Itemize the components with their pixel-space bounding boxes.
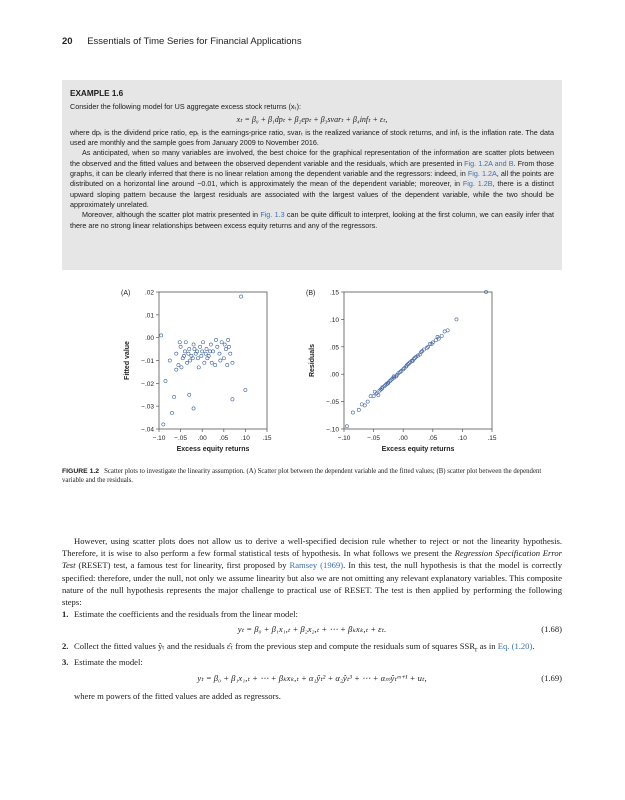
panel-a-data-point [192, 407, 195, 410]
panel-a-x-tick-label: −.05 [174, 435, 188, 442]
text-span: . In this test, the null hypothesis is that the model is correctly specified: therefore, under the null, not only we assume linearity but also we are not omitting any relevant explanatory variables. This composite nature of the null hypothesis represents the major challenge to practical use of RESET. The test is then applied by performing the following steps: [62, 560, 562, 608]
example-title: EXAMPLE 1.6 [70, 89, 124, 98]
panel-a-data-point [162, 423, 165, 426]
step-text: as in [477, 641, 498, 652]
panel-a-y-tick-label: .01 [144, 312, 154, 320]
panel-a-data-point [177, 363, 180, 366]
text-span: As anticipated, when so many variables are involved, the best choice for the graphical representation of the information are scatter plots between the observed and the fitted values and between the observed dependent variable and the residuals, which are presented in [70, 148, 554, 168]
panel-b-data-point [455, 318, 458, 321]
panel-b-x-tick-label: .10 [457, 435, 467, 442]
panel-a-data-point [229, 352, 232, 355]
panel-a-label: (A) [121, 290, 131, 297]
panel-a-data-point [218, 352, 221, 355]
panel-b-label: (B) [306, 290, 316, 297]
panel-a-data-point [231, 398, 234, 401]
panel-a-data-point [219, 359, 222, 362]
panel-b-x-tick-label: .05 [428, 435, 438, 442]
panel-b-x-tick-label: −.05 [367, 435, 381, 442]
equation-1-69 [62, 672, 562, 686]
running-header [62, 36, 302, 47]
panel-a-x-axis-label: Excess equity returns [176, 446, 250, 453]
panel-b-data-point [366, 400, 369, 403]
panel-a-data-point [188, 393, 191, 396]
panel-a-data-point [223, 343, 226, 346]
step-3 [62, 656, 562, 668]
panel-a-data-point [178, 341, 181, 344]
body-paragraph-1 [62, 535, 562, 608]
ref-link-ramsey[interactable]: Ramsey (1969) [289, 560, 344, 571]
panel-b-data-point [363, 404, 366, 407]
panel-b-data-point [351, 411, 354, 414]
panel-a-data-point [198, 345, 201, 348]
panel-a-data-point [214, 363, 217, 366]
panel-a-data-point [188, 347, 191, 350]
eq-link-1-20[interactable]: Eq. (1.20) [497, 641, 533, 652]
example-box [62, 80, 562, 270]
panel-a-x-tick-label: −.10 [152, 435, 166, 442]
equation-text: yₜ = β₀ + β₁x₁,ₜ + β₂x₂,ₜ + ⋯ + βₖxₖ,ₜ + εₜ. [237, 624, 387, 635]
panel-a-data-point [179, 345, 182, 348]
subscript: r [475, 646, 478, 655]
panel-a-data-point [220, 341, 223, 344]
panel-a-data-point [197, 366, 200, 369]
body-paragraph-2: where m powers of the fitted values are added as regressors. [74, 690, 281, 701]
panel-a-data-point [168, 359, 171, 362]
panel-a-data-point [214, 338, 217, 341]
text-span: . From those graphs, it can be clearly inferred that there is no linear relation among the dependent variable and the regressors: indeed, in [70, 158, 554, 179]
panel-a-y-tick-label: −.04 [141, 426, 154, 434]
step-text: Collect the fitted values ŷₜ and the residuals ε̂ₜ from the previous step and compute the residuals sum of squares SSR [74, 641, 476, 652]
panel-b-x-tick-label: −.10 [337, 435, 351, 442]
text-span: can be quite difficult to interpret, looking at the first column, we can easily infer that there are no strong linear relationships between excess equity returns and any of the regressors. [70, 210, 554, 230]
step-number: 3. [62, 657, 69, 668]
text-span: Moreover, although the scatter plot matrix presented in [82, 210, 261, 220]
example-paragraph-1: where dpₜ is the dividend price ratio, epₜ is the earnings-price ratio, svarₜ is the realized variance of stock returns, and infₜ is the inflation rate. The data used are monthly and the sample goes from January 2009 to November 2016. [70, 127, 554, 148]
panel-a-data-point [210, 361, 213, 364]
panel-a-data-point [184, 341, 187, 344]
panel-a-x-tick-label: .05 [219, 435, 229, 442]
panel-a-data-point [183, 350, 186, 353]
panel-a-y-tick-label: .02 [144, 289, 154, 297]
figure-caption [62, 467, 562, 485]
example-equation: xₜ = β₀ + β₁dpₜ + β₂epₜ + β₃svarₜ + β₄infₜ + εₜ, [236, 114, 388, 124]
fig-link-1-2b[interactable]: Fig. 1.2B [462, 179, 493, 189]
panel-a-data-point [200, 354, 203, 357]
example-paragraph-2 [70, 148, 554, 210]
step-number: 2. [62, 641, 69, 652]
panel-b-x-tick-label: .15 [487, 435, 497, 442]
panel-a-y-tick-label: −.02 [141, 380, 154, 388]
panel-a-data-point [231, 361, 234, 364]
panel-a-data-point [226, 363, 229, 366]
fig-link-1-2a[interactable]: Fig. 1.2A [467, 169, 497, 179]
caption-text: Scatter plots to investigate the linearity assumption. (A) Scatter plot between the dependent variable and the fitted values; (B) scatter plot between the dependent variable and the residuals. [62, 468, 542, 484]
panel-a-data-point [239, 295, 242, 298]
scatter-plots [62, 282, 562, 462]
panel-a-data-point [192, 343, 195, 346]
panel-b-data-point [345, 425, 348, 428]
panel-a-y-tick-label: .00 [144, 335, 154, 343]
panel-b-data-point [440, 334, 443, 337]
text-span: , all the points are distributed on a horizontal line around −0.01, which is approximately the mean of the dependent variable; moreover, in [70, 169, 554, 189]
panel-a-data-point [175, 368, 178, 371]
panel-a-data-point [222, 357, 225, 360]
panel-a-data-point [160, 334, 163, 337]
panel-a-data-point [224, 347, 227, 350]
panel-a-y-tick-label: −.03 [141, 403, 154, 411]
panel-b-x-axis-label: Excess equity returns [381, 446, 455, 453]
panel-a-plot-frame [159, 292, 267, 429]
panel-b-y-tick-label: −.05 [326, 399, 339, 407]
step-1 [62, 608, 562, 620]
panel-a-data-point [201, 341, 204, 344]
panel-b-x-tick-label: .00 [398, 435, 408, 442]
panel-a-data-point [211, 350, 214, 353]
text-span: , there is a distinct upward sloping pattern because the largest residuals are associated with the largest values of the dependent variable, while the two should be approximately unrelated. [70, 179, 554, 209]
fig-link-1-2ab[interactable]: Fig. 1.2A and B [464, 158, 514, 168]
running-title: Essentials of Time Series for Financial Applications [87, 36, 302, 47]
panel-b-data-point [357, 408, 360, 411]
panel-a-data-point [204, 352, 207, 355]
panel-a-data-point [196, 357, 199, 360]
figure-1-2 [62, 282, 562, 462]
test-name: Regression Specification Error Test [62, 548, 562, 571]
panel-a-data-point [170, 411, 173, 414]
panel-b-y-tick-label: .05 [329, 344, 339, 352]
equation-number: (1.68) [541, 624, 562, 635]
equation-number: (1.69) [541, 672, 562, 683]
panel-a-data-point [203, 361, 206, 364]
panel-a-data-point [216, 345, 219, 348]
panel-a-y-tick-label: −.01 [141, 358, 154, 365]
panel-a-x-tick-label: .15 [262, 435, 272, 442]
step-2 [62, 640, 562, 656]
step-text: Estimate the coefficients and the residuals from the linear model: [74, 609, 298, 620]
panel-a-data-point [173, 395, 176, 398]
panel-a-data-point [164, 379, 167, 382]
panel-a-x-tick-label: .00 [197, 435, 207, 442]
panel-a-data-point [175, 352, 178, 355]
example-intro: Consider the following model for US aggregate excess stock returns (xₜ): [70, 102, 302, 112]
panel-b-plot-frame [344, 292, 492, 429]
page-number: 20 [62, 36, 73, 47]
example-paragraph-3 [70, 210, 554, 231]
text-span: (RESET) test, a famous test for linearity, first proposed by [75, 560, 290, 571]
step-text: . [532, 641, 535, 652]
panel-b-y-tick-label: .10 [329, 316, 339, 324]
panel-a-data-point [187, 352, 190, 355]
panel-b-y-tick-label: .00 [329, 371, 339, 379]
step-number: 1. [62, 609, 69, 620]
panel-a-data-point [185, 361, 188, 364]
panel-a-data-point [227, 345, 230, 348]
panel-a-data-point [209, 343, 212, 346]
text-span: However, using scatter plots does not allow us to derive a well-specified decision rule whether to reject or not the linearity hypothesis. Therefore, it is wise to also perform a few formal statistical tests of hypothesis. In what follows we present the [62, 536, 562, 559]
panel-a-data-point [201, 350, 204, 353]
equation-1-68 [62, 623, 562, 637]
panel-b-data-point [434, 339, 437, 342]
panel-a-data-point [227, 338, 230, 341]
step-text: Estimate the model: [74, 657, 143, 668]
fig-link-1-3[interactable]: Fig. 1.3 [260, 210, 285, 220]
panel-b-y-tick-label: −.10 [326, 426, 339, 434]
panel-a-y-axis-label: Fitted value [124, 341, 131, 380]
body-text [62, 535, 562, 702]
panel-b-data-point [443, 330, 446, 333]
panel-b-y-tick-label: .15 [329, 289, 339, 297]
panel-a-data-point [205, 347, 208, 350]
panel-a-x-tick-label: .10 [240, 435, 250, 442]
panel-a-data-point [180, 366, 183, 369]
panel-a-data-point [208, 350, 211, 353]
panel-b-y-axis-label: Residuals [309, 343, 316, 378]
caption-label: FIGURE 1.2 [62, 468, 100, 475]
equation-text: yₜ = β₀ + β₁x₁,ₜ + ⋯ + βₖxₖ,ₜ + α₁ŷₜ² + α₂ŷₜ³ + ⋯ + αₘŷₜᵐ⁺¹ + uₜ, [197, 672, 427, 683]
panel-a-data-point [244, 389, 247, 392]
